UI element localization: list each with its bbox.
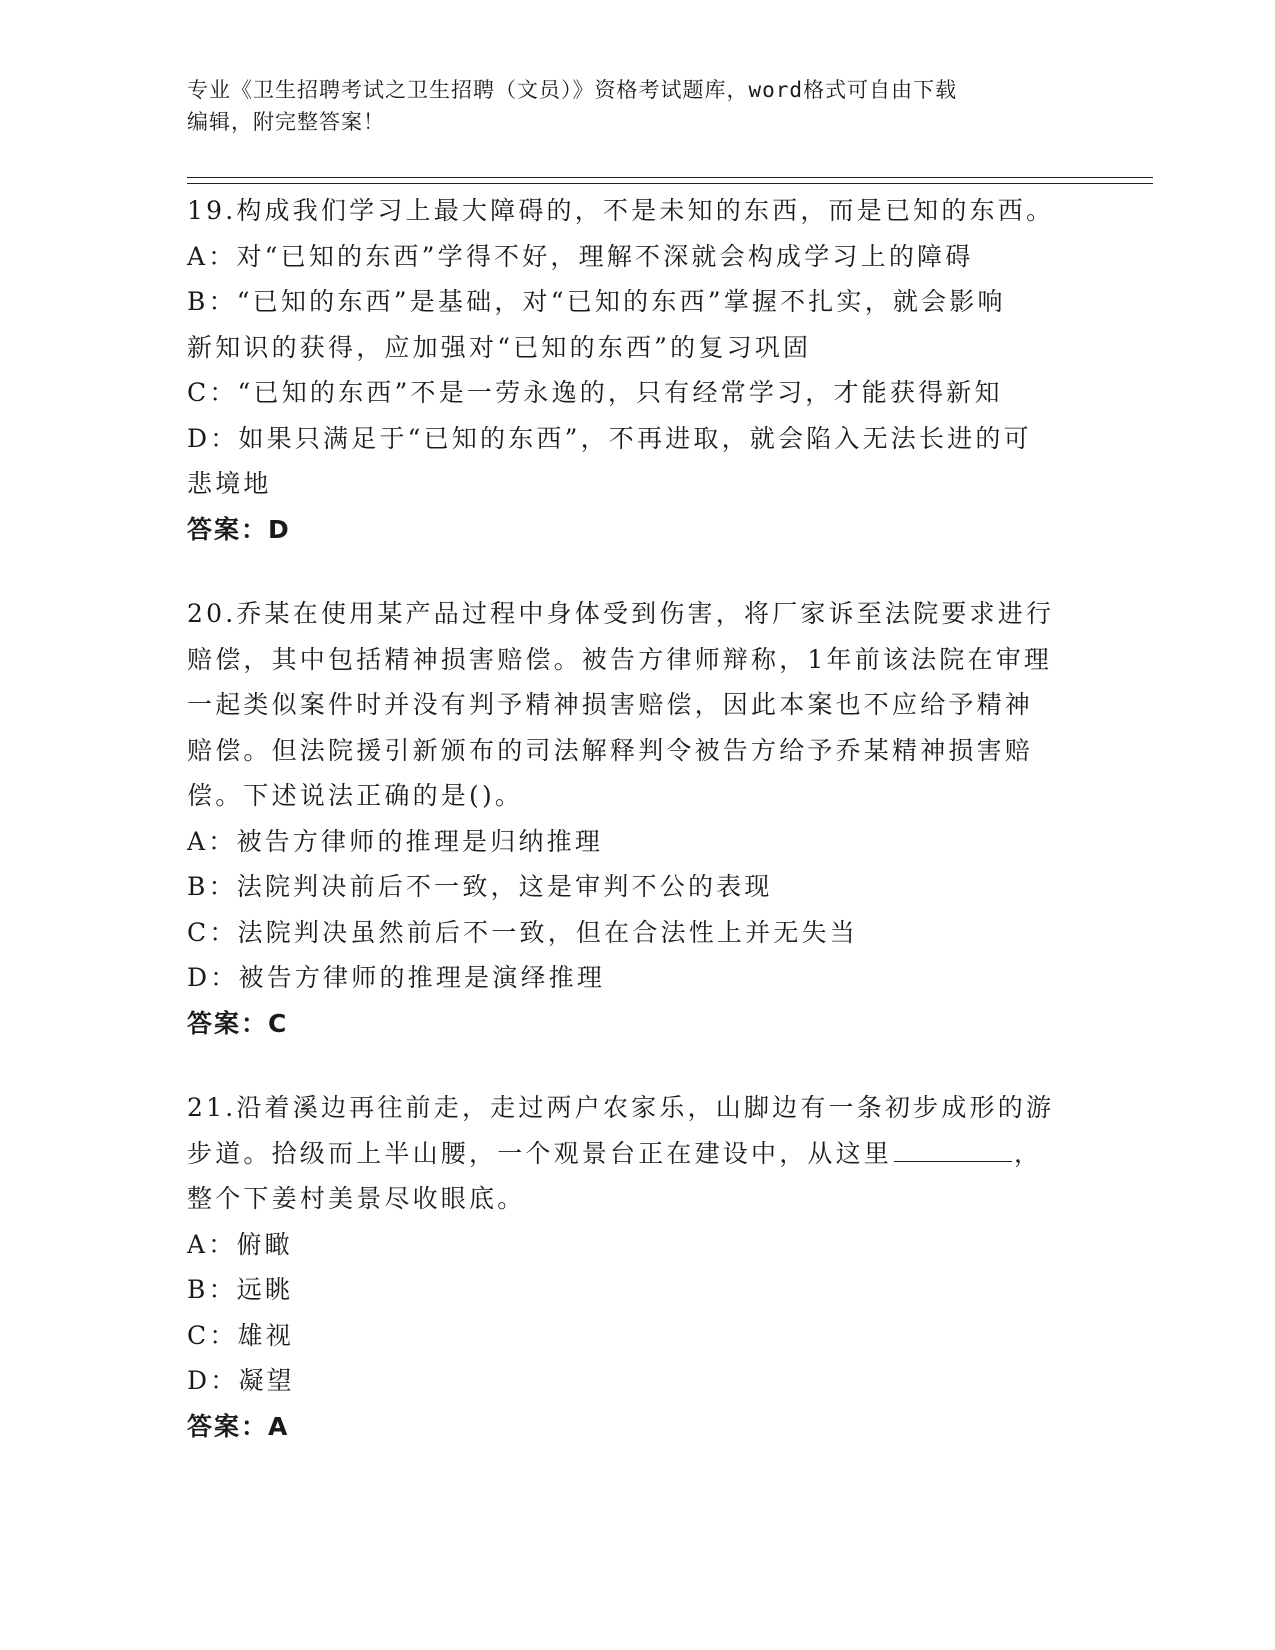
question-stem-line-2: 赔偿，其中包括精神损害赔偿。被告方律师辩称，1年前该法院在审理 bbox=[187, 644, 1053, 674]
answer-label: 答案：A bbox=[187, 1411, 290, 1441]
option-d: D：凝望 bbox=[187, 1366, 295, 1395]
stem-text: 步道。拾级而上半山腰，一个观景台正在建设中，从这里 bbox=[187, 1138, 893, 1168]
option-c: C：“已知的东西”不是一劳永逸的，只有经常学习，才能获得新知 bbox=[187, 378, 1003, 407]
option-c: C：法院判决虽然前后不一致，但在合法性上并无失当 bbox=[187, 917, 858, 947]
option-d: D：被告方律师的推理是演绎推理 bbox=[187, 963, 606, 992]
option-d-continued: 悲境地 bbox=[187, 469, 272, 498]
question-stem-line-3: 一起类似案件时并没有判予精神损害赔偿，因此本案也不应给予精神 bbox=[187, 690, 1034, 719]
header-divider-top bbox=[187, 177, 1153, 178]
option-d: D：如果只满足于“已知的东西”，不再进取，就会陷入无法长进的可 bbox=[187, 423, 1032, 453]
option-b: B：“已知的东西”是基础，对“已知的东西”掌握不扎实，就会影响 bbox=[187, 287, 1006, 316]
option-a: A：俯瞰 bbox=[187, 1229, 293, 1259]
answer-label: 答案：D bbox=[187, 514, 291, 544]
question-stem-line-3: 整个下姜村美景尽收眼底。 bbox=[187, 1184, 526, 1213]
fill-in-blank bbox=[894, 1139, 1012, 1162]
question-stem-line-2 bbox=[187, 1131, 1087, 1177]
question-stem-line-4: 赔偿。但法院援引新颁布的司法解释判令被告方给予乔某精神损害赔 bbox=[187, 735, 1034, 765]
option-b-continued: 新知识的获得，应加强对“已知的东西”的复习巩固 bbox=[187, 332, 812, 362]
header-line-2: 编辑，附完整答案！ bbox=[187, 110, 385, 134]
header-divider-bottom bbox=[187, 183, 1153, 184]
header-line-1: 专业《卫生招聘考试之卫生招聘（文员）》资格考试题库，word格式可自由下载 bbox=[187, 78, 958, 102]
question-20 bbox=[187, 591, 1087, 1046]
question-stem-line-5: 偿。下述说法正确的是()。 bbox=[187, 781, 524, 810]
question-stem-line-1: 20.乔某在使用某产品过程中身体受到伤害，将厂家诉至法院要求进行 bbox=[187, 599, 1055, 628]
answer-label: 答案：C bbox=[187, 1008, 289, 1038]
question-list bbox=[187, 188, 1087, 1449]
document-header bbox=[187, 74, 1067, 138]
question-21 bbox=[187, 1085, 1087, 1449]
option-c: C：雄视 bbox=[187, 1320, 294, 1350]
option-b: B：远眺 bbox=[187, 1275, 294, 1304]
question-stem: 19.构成我们学习上最大障碍的，不是未知的东西，而是已知的东西。 bbox=[187, 196, 1055, 225]
stem-suffix: ， bbox=[1014, 1138, 1043, 1168]
option-b: B：法院判决前后不一致，这是审判不公的表现 bbox=[187, 872, 773, 901]
question-19 bbox=[187, 188, 1087, 552]
question-stem-line-1: 21.沿着溪边再往前走，走过两户农家乐，山脚边有一条初步成形的游 bbox=[187, 1093, 1055, 1122]
option-a: A：对“已知的东西”学得不好，理解不深就会构成学习上的障碍 bbox=[187, 241, 974, 271]
option-a: A：被告方律师的推理是归纳推理 bbox=[187, 826, 604, 856]
